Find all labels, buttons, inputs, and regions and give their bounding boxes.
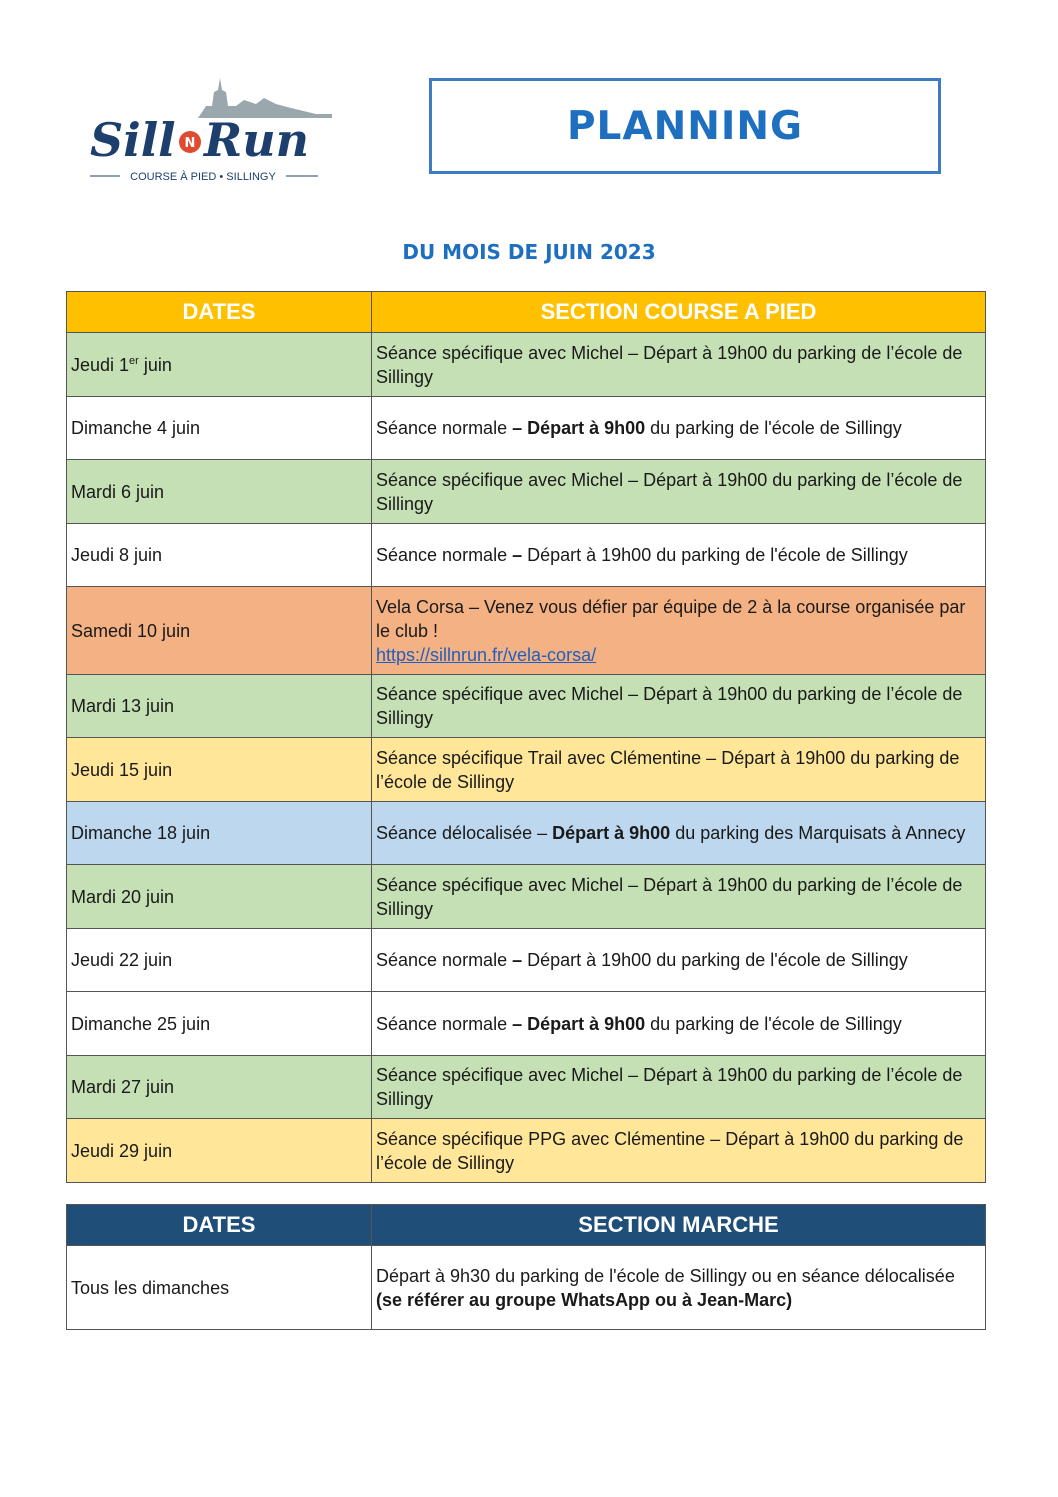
table-row [67,1119,986,1183]
row-date: Mardi 13 juin [67,675,372,738]
row-date: Jeudi 8 juin [67,524,372,587]
row-description: Séance normale – Départ à 9h00 du parking de l'école de Sillingy [372,397,986,460]
table-row [67,587,986,675]
row-description: Séance spécifique Trail avec Clémentine – Départ à 19h00 du parking de l’école de Sillingy [372,738,986,802]
row-date: Dimanche 25 juin [67,992,372,1056]
row-date: Jeudi 1er juin [67,333,372,397]
course-table [66,291,986,1183]
logo-text-sill: Sill [90,113,176,167]
table-row [67,802,986,865]
table-row [67,397,986,460]
header-section-marche: SECTION MARCHE [372,1205,986,1246]
table-row [67,1056,986,1119]
table-row [67,929,986,992]
vela-corsa-link[interactable]: https://sillnrun.fr/vela-corsa/ [376,644,597,665]
row-description: Séance normale – Départ à 19h00 du parking de l'école de Sillingy [372,929,986,992]
table-header-row [67,1205,986,1246]
logo-text-n: N [184,136,196,151]
table-header-row [67,292,986,333]
header-dates: DATES [67,1205,372,1246]
table-row [67,524,986,587]
row-date: Jeudi 15 juin [67,738,372,802]
header-section-course: SECTION COURSE A PIED [372,292,986,333]
row-date: Dimanche 18 juin [67,802,372,865]
table-row [67,333,986,397]
row-date: Mardi 20 juin [67,865,372,929]
row-description: Séance spécifique avec Michel – Départ à 19h00 du parking de l’école de Sillingy [372,460,986,524]
logo-text-run: Run [204,113,310,167]
row-description: Séance normale – Départ à 19h00 du parking de l'école de Sillingy [372,524,986,587]
row-description: Séance spécifique avec Michel – Départ à 19h00 du parking de l’école de Sillingy [372,333,986,397]
row-date: Samedi 10 juin [67,587,372,675]
table-row [67,460,986,524]
table-row [67,675,986,738]
row-date: Mardi 6 juin [67,460,372,524]
row-description: Séance délocalisée – Départ à 9h00 du parking des Marquisats à Annecy [372,802,986,865]
row-date: Dimanche 4 juin [67,397,372,460]
table-row [67,738,986,802]
row-date: Mardi 27 juin [67,1056,372,1119]
row-description: Départ à 9h30 du parking de l'école de Sillingy ou en séance délocalisée (se référer au groupe WhatsApp ou à Jean-Marc) [372,1246,986,1330]
marche-table [66,1204,986,1330]
row-description: Vela Corsa – Venez vous défier par équipe de 2 à la course organisée par le club ! https://sillnrun.fr/vela-corsa/ [372,587,986,675]
table-row [67,865,986,929]
page-title: PLANNING [566,103,804,149]
title-box [429,78,941,174]
row-description: Séance spécifique avec Michel – Départ à 19h00 du parking de l’école de Sillingy [372,865,986,929]
header-dates: DATES [67,292,372,333]
logo-tagline: COURSE À PIED • SILLINGY [130,171,276,183]
row-date: Tous les dimanches [67,1246,372,1330]
sillnrun-logo [86,70,338,186]
row-description: Séance spécifique avec Michel – Départ à 19h00 du parking de l’école de Sillingy [372,675,986,738]
row-description: Séance normale – Départ à 9h00 du parking de l'école de Sillingy [372,992,986,1056]
row-date: Jeudi 29 juin [67,1119,372,1183]
table-row [67,992,986,1056]
page-subtitle: DU MOIS DE JUIN 2023 [402,240,656,264]
row-description: Séance spécifique PPG avec Clémentine – Départ à 19h00 du parking de l’école de Sillingy [372,1119,986,1183]
row-date: Jeudi 22 juin [67,929,372,992]
table-row [67,1246,986,1330]
row-description: Séance spécifique avec Michel – Départ à 19h00 du parking de l’école de Sillingy [372,1056,986,1119]
